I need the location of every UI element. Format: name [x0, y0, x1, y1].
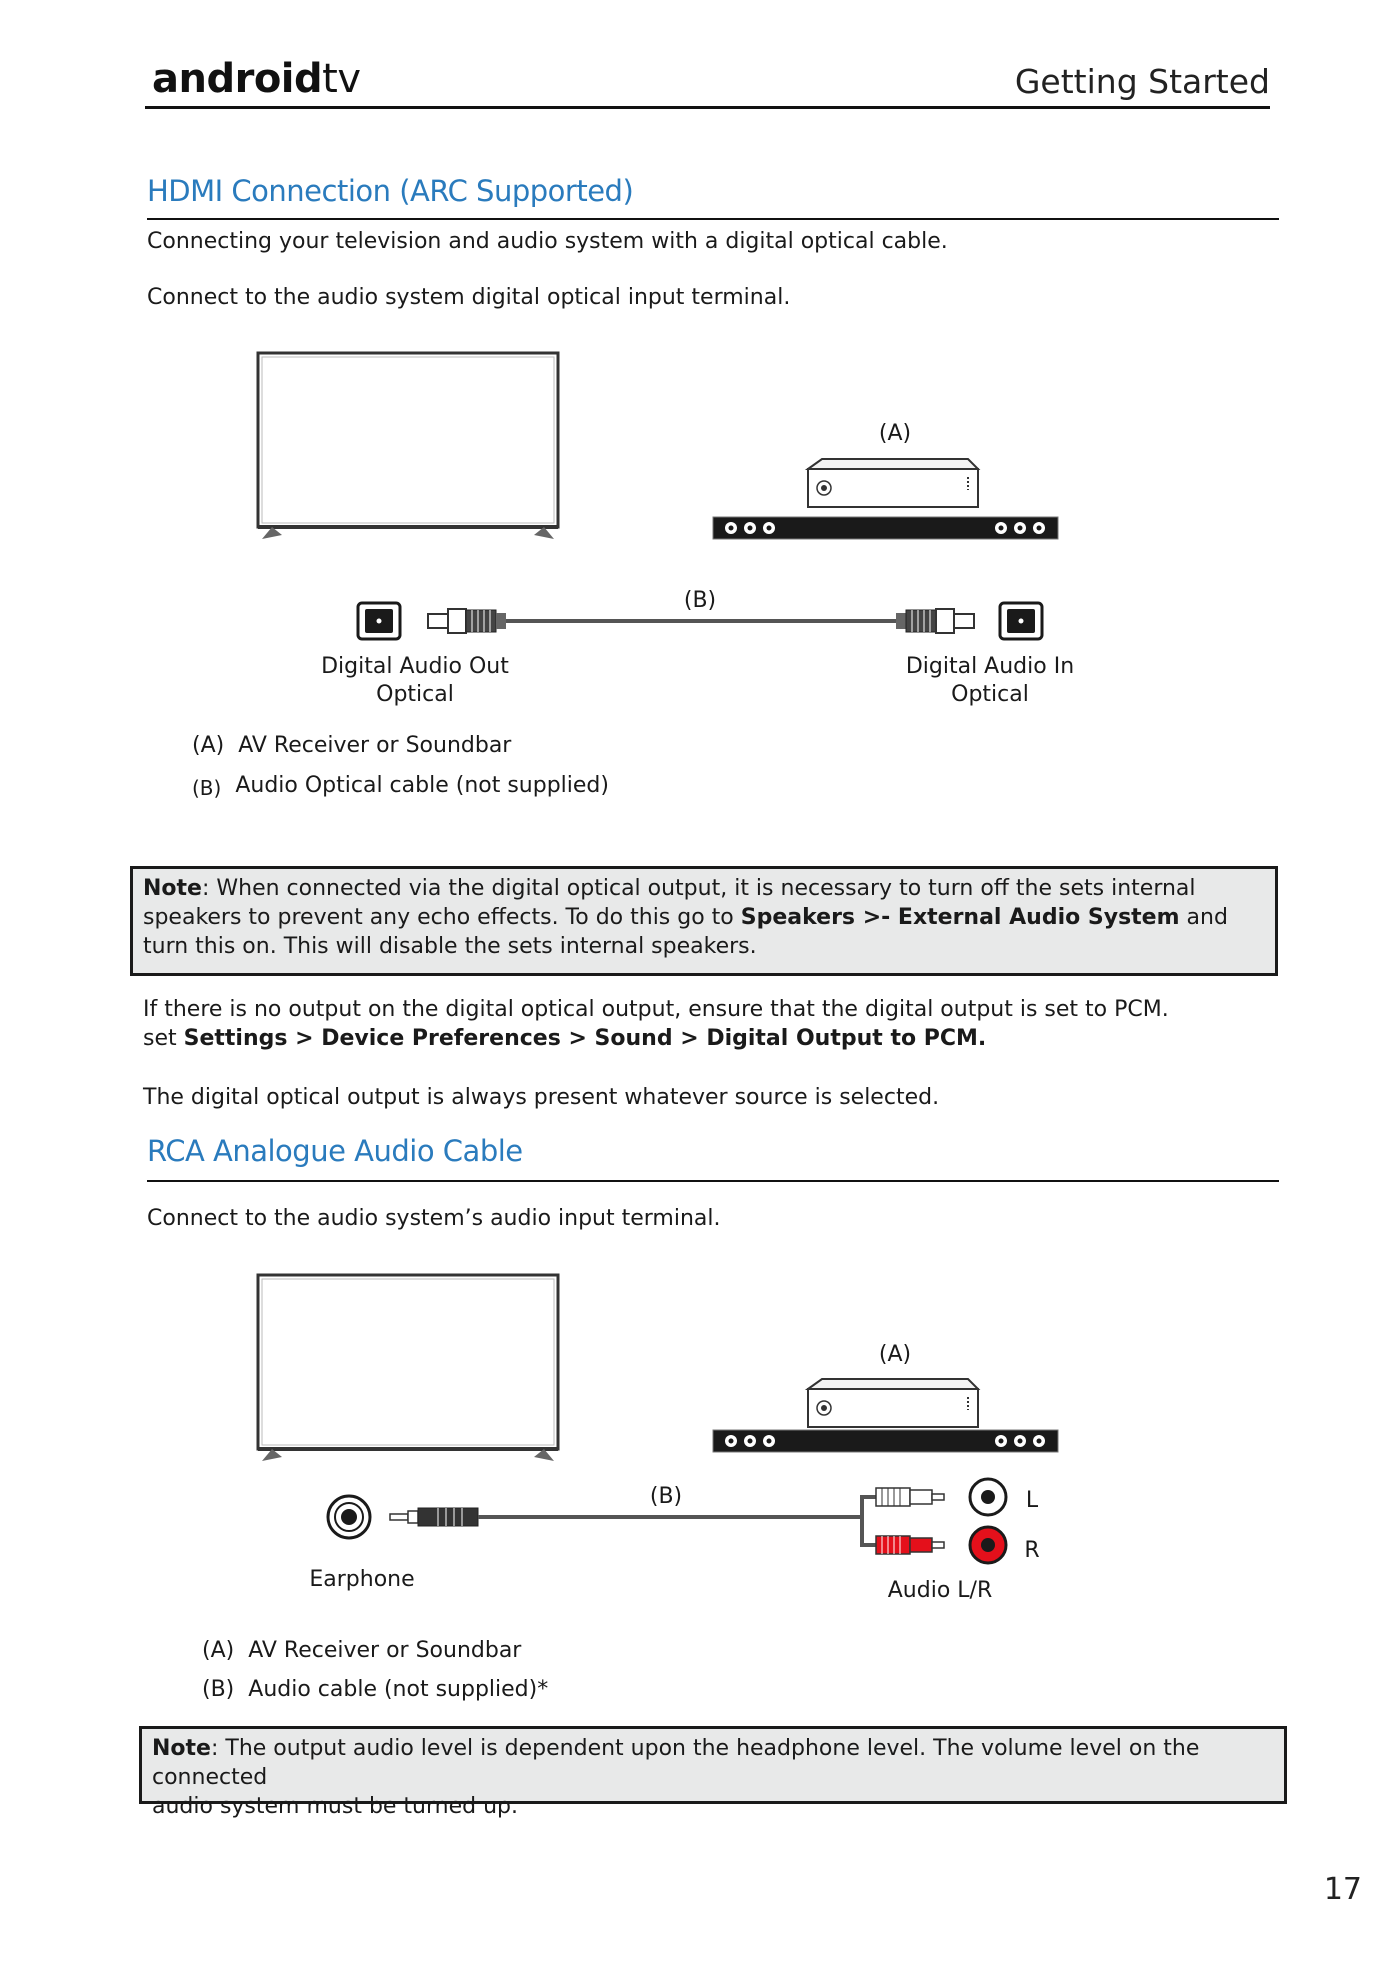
hdmi-note-box	[130, 866, 1278, 976]
legend-key: (B)	[192, 776, 222, 800]
hdmi-section-heading: HDMI Connection (ARC Supported)	[147, 174, 634, 208]
digital-output-always-present: The digital optical output is always present whatever source is selected.	[143, 1085, 940, 1110]
soundbar-illustration	[713, 1430, 1058, 1452]
digital-audio-out-label	[295, 653, 535, 709]
rca-plug-red-icon	[876, 1536, 944, 1554]
digital-audio-in-line1: Digital Audio In	[905, 654, 1075, 679]
hdmi-heading-rule	[147, 218, 1279, 220]
tv-illustration	[258, 1275, 558, 1461]
rca-jack-right-icon	[970, 1527, 1006, 1563]
audio-cable-split	[862, 1497, 876, 1545]
optical-port-in-icon	[1000, 603, 1042, 639]
rca-connection-diagram	[0, 1265, 1400, 1620]
hdmi-diagram-label-a: (A)	[878, 421, 912, 446]
legend-key: (A)	[192, 733, 225, 758]
legend-text: Audio cable (not supplied)*	[248, 1677, 549, 1702]
legend-text: Audio Optical cable (not supplied)	[235, 773, 609, 798]
legend-text: AV Receiver or Soundbar	[248, 1638, 522, 1663]
audio-lr-label: Audio L/R	[887, 1578, 993, 1603]
section-title: Getting Started	[1014, 62, 1270, 101]
android-tv-logo: androidtv	[152, 56, 361, 102]
rca-intro: Connect to the audio system’s audio input terminal.	[147, 1206, 721, 1231]
hdmi-connection-diagram	[0, 340, 1400, 710]
hdmi-diagram-label-b: (B)	[683, 588, 717, 613]
optical-plug-right-icon	[896, 609, 974, 633]
hdmi-intro-2: Connect to the audio system digital optical input terminal.	[147, 285, 791, 310]
digital-audio-out-line2: Optical	[376, 682, 454, 707]
rca-legend-b	[202, 1677, 548, 1702]
rca-jack-left-icon	[970, 1479, 1006, 1515]
rca-left-channel-label: L	[1025, 1488, 1039, 1513]
digital-audio-in-label	[870, 653, 1110, 709]
mini-jack-plug-icon	[390, 1508, 478, 1526]
av-receiver-illustration	[808, 1379, 978, 1427]
hdmi-legend-b	[192, 773, 609, 798]
rca-plug-white-icon	[876, 1488, 944, 1506]
rca-section-heading: RCA Analogue Audio Cable	[147, 1134, 523, 1168]
rca-diagram-label-b: (B)	[649, 1484, 683, 1509]
header-rule	[145, 106, 1270, 109]
rca-right-channel-label: R	[1024, 1538, 1040, 1563]
note-line-2: speakers to prevent any echo effects. To do this go to Speakers >- External Audio System and	[143, 905, 1228, 930]
tv-illustration	[258, 353, 558, 539]
rca-diagram-label-a: (A)	[878, 1342, 912, 1367]
optical-plug-left-icon	[428, 609, 506, 633]
digital-output-instructions	[143, 995, 1169, 1053]
optical-port-out-icon	[358, 603, 400, 639]
rca-legend-a	[202, 1638, 521, 1663]
rca-note-box	[139, 1726, 1287, 1819]
pcm-instruction-line1: If there is no output on the digital optical output, ensure that the digital output is set to PCM.	[143, 997, 1169, 1022]
note-line-1: Note: The output audio level is dependent upon the headphone level. The volume level on the connected	[152, 1736, 1200, 1790]
earphone-jack-icon	[328, 1496, 370, 1538]
legend-text: AV Receiver or Soundbar	[238, 733, 512, 758]
pcm-instruction-line2: set Settings > Device Preferences > Sound > Digital Output to PCM.	[143, 1026, 987, 1051]
page-number: 17	[1323, 1872, 1362, 1907]
note-line-2: audio system must be turned up.	[152, 1794, 518, 1819]
hdmi-legend-a	[192, 733, 511, 758]
note-line-1: Note: When connected via the digital optical output, it is necessary to turn off the sets internal	[143, 876, 1196, 901]
legend-key: (A)	[202, 1638, 235, 1663]
soundbar-illustration	[713, 517, 1058, 539]
digital-audio-out-line1: Digital Audio Out	[321, 654, 509, 679]
av-receiver-illustration	[808, 459, 978, 507]
hdmi-intro-1: Connecting your television and audio system with a digital optical cable.	[147, 229, 948, 254]
rca-heading-rule	[147, 1180, 1279, 1182]
earphone-label: Earphone	[309, 1567, 415, 1592]
digital-audio-in-line2: Optical	[951, 682, 1029, 707]
note-line-3: turn this on. This will disable the sets internal speakers.	[143, 934, 757, 959]
legend-key: (B)	[202, 1677, 235, 1702]
